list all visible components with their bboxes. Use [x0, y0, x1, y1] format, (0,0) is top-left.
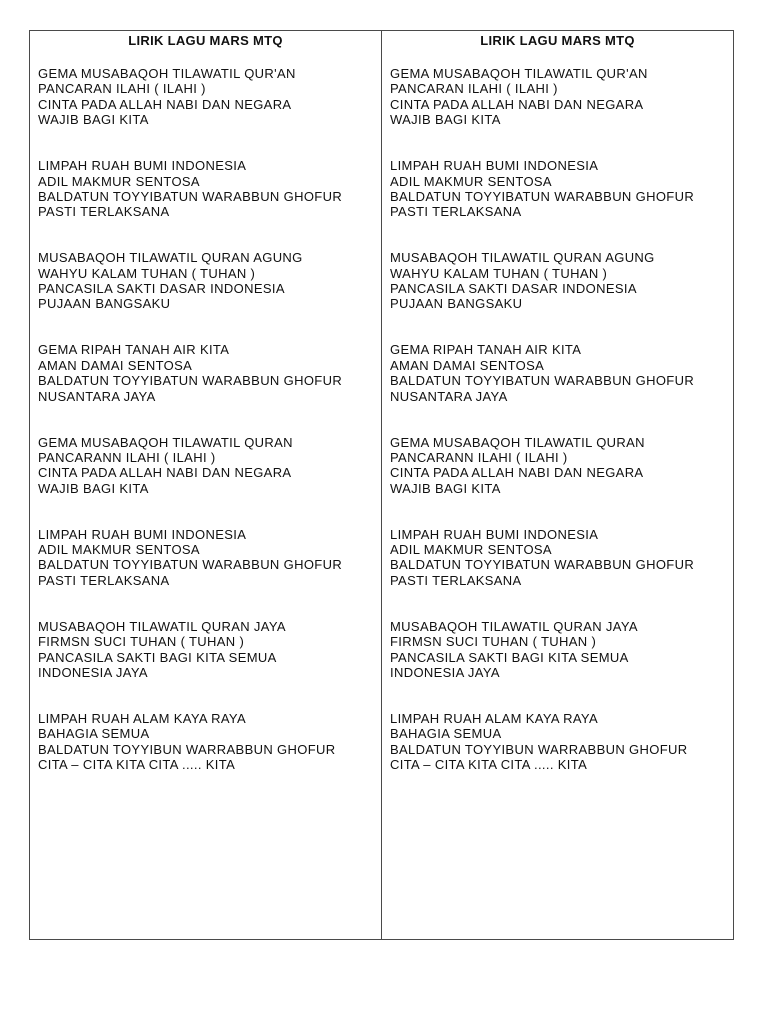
lyric-line: BALDATUN TOYYIBUN WARRABBUN GHOFUR — [38, 741, 336, 757]
lyric-line: GEMA MUSABAQOH TILAWATIL QUR'AN — [38, 66, 296, 81]
lyric-line: LIMPAH RUAH ALAM KAYA RAYA — [390, 710, 599, 726]
lyric-line: BALDATUN TOYYIBATUN WARABBUN GHOFUR — [38, 557, 343, 573]
lyric-line: PASTI TERLAKSANA — [38, 204, 170, 220]
lyric-line: GEMA MUSABAQOH TILAWATIL QUR'AN — [390, 66, 648, 81]
lyric-stanza — [390, 66, 725, 128]
lyric-stanza — [38, 342, 373, 404]
lyric-stanza — [390, 711, 725, 773]
lyric-line: CINTA PADA ALLAH NABI DAN NEGARA — [38, 96, 292, 112]
lyric-stanza — [390, 158, 725, 220]
lyric-line: PASTI TERLAKSANA — [390, 204, 522, 220]
lyric-line: WAJIB BAGI KITA — [390, 480, 501, 496]
lyric-stanza — [38, 66, 373, 128]
lyric-stanza — [390, 342, 725, 404]
lyric-stanza — [38, 619, 373, 681]
lyric-line: BALDATUN TOYYIBATUN WARABBUN GHOFUR — [390, 557, 695, 573]
lyric-line: MUSABAQOH TILAWATIL QURAN JAYA — [390, 618, 638, 634]
lyric-line: MUSABAQOH TILAWATIL QURAN JAYA — [38, 618, 286, 634]
lyric-line: LIMPAH RUAH BUMI INDONESIA — [38, 526, 247, 542]
lyric-line: PANCASILA SAKTI DASAR INDONESIA — [38, 281, 285, 297]
lyric-line: FIRMSN SUCI TUHAN ( TUHAN ) — [390, 634, 597, 650]
lyric-line: BAHAGIA SEMUA — [38, 726, 150, 742]
lyric-line: LIMPAH RUAH BUMI INDONESIA — [390, 158, 599, 174]
lyrics-column-left — [30, 31, 381, 939]
stanza-list — [390, 66, 725, 773]
lyric-line: PANCARAN ILAHI ( ILAHI ) — [38, 81, 206, 97]
lyric-line: WAJIB BAGI KITA — [38, 112, 149, 128]
lyric-line: WAHYU KALAM TUHAN ( TUHAN ) — [38, 265, 256, 281]
lyric-stanza — [38, 711, 373, 773]
lyric-line: AMAN DAMAI SENTOSA — [390, 357, 545, 373]
lyric-line: PASTI TERLAKSANA — [390, 572, 522, 588]
lyric-line: CITA – CITA KITA CITA ..... KITA — [38, 757, 236, 773]
lyric-line: CINTA PADA ALLAH NABI DAN NEGARA — [390, 465, 644, 481]
lyric-line: INDONESIA JAYA — [390, 664, 500, 680]
lyric-line: MUSABAQOH TILAWATIL QURAN AGUNG — [38, 250, 303, 266]
lyric-line: BALDATUN TOYYIBATUN WARABBUN GHOFUR — [390, 188, 695, 204]
lyric-line: FIRMSN SUCI TUHAN ( TUHAN ) — [38, 634, 245, 650]
lyric-line: GEMA RIPAH TANAH AIR KITA — [38, 342, 230, 358]
lyric-line: WAHYU KALAM TUHAN ( TUHAN ) — [390, 265, 608, 281]
lyric-stanza — [38, 527, 373, 589]
lyric-line: GEMA RIPAH TANAH AIR KITA — [390, 342, 582, 358]
column-title: LIRIK LAGU MARS MTQ — [480, 33, 635, 48]
lyric-line: CINTA PADA ALLAH NABI DAN NEGARA — [38, 465, 292, 481]
lyric-line: BALDATUN TOYYIBUN WARRABBUN GHOFUR — [390, 741, 688, 757]
lyric-stanza — [38, 250, 373, 312]
lyric-line: BALDATUN TOYYIBATUN WARABBUN GHOFUR — [38, 373, 343, 389]
lyrics-table — [29, 30, 734, 940]
lyric-line: PUJAAN BANGSAKU — [390, 296, 523, 312]
lyric-line: ADIL MAKMUR SENTOSA — [390, 542, 552, 558]
lyric-stanza — [390, 250, 725, 312]
lyric-line: PANCARANN ILAHI ( ILAHI ) — [38, 449, 216, 465]
lyric-line: MUSABAQOH TILAWATIL QURAN AGUNG — [390, 250, 655, 266]
lyric-line: BAHAGIA SEMUA — [390, 726, 502, 742]
lyric-line: ADIL MAKMUR SENTOSA — [38, 173, 200, 189]
lyric-line: BALDATUN TOYYIBATUN WARABBUN GHOFUR — [390, 373, 695, 389]
lyric-line: AMAN DAMAI SENTOSA — [38, 357, 193, 373]
lyric-line: GEMA MUSABAQOH TILAWATIL QURAN — [38, 434, 293, 450]
lyric-stanza — [390, 435, 725, 497]
lyric-line: BALDATUN TOYYIBATUN WARABBUN GHOFUR — [38, 188, 343, 204]
lyric-line: LIMPAH RUAH ALAM KAYA RAYA — [38, 710, 247, 726]
lyric-line: LIMPAH RUAH BUMI INDONESIA — [390, 526, 599, 542]
lyric-stanza — [38, 435, 373, 497]
lyric-line: PANCASILA SAKTI BAGI KITA SEMUA — [38, 649, 277, 665]
lyric-line: NUSANTARA JAYA — [38, 388, 156, 404]
lyric-line: PASTI TERLAKSANA — [38, 572, 170, 588]
lyric-stanza — [38, 158, 373, 220]
lyric-line: LIMPAH RUAH BUMI INDONESIA — [38, 158, 247, 174]
lyric-line: CINTA PADA ALLAH NABI DAN NEGARA — [390, 96, 644, 112]
lyric-line: ADIL MAKMUR SENTOSA — [390, 173, 552, 189]
lyrics-column-right — [381, 31, 733, 939]
lyric-stanza — [390, 527, 725, 589]
lyric-line: CITA – CITA KITA CITA ..... KITA — [390, 757, 588, 773]
lyric-line: WAJIB BAGI KITA — [38, 480, 149, 496]
lyric-line: PANCASILA SAKTI DASAR INDONESIA — [390, 281, 637, 297]
lyric-line: WAJIB BAGI KITA — [390, 112, 501, 128]
lyric-line: GEMA MUSABAQOH TILAWATIL QURAN — [390, 434, 645, 450]
lyric-line: PANCASILA SAKTI BAGI KITA SEMUA — [390, 649, 629, 665]
lyric-line: PANCARANN ILAHI ( ILAHI ) — [390, 449, 568, 465]
stanza-list — [38, 66, 373, 773]
lyric-line: PUJAAN BANGSAKU — [38, 296, 171, 312]
column-title: LIRIK LAGU MARS MTQ — [128, 33, 283, 48]
lyric-line: PANCARAN ILAHI ( ILAHI ) — [390, 81, 558, 97]
lyric-stanza — [390, 619, 725, 681]
lyric-line: NUSANTARA JAYA — [390, 388, 508, 404]
lyric-line: INDONESIA JAYA — [38, 664, 148, 680]
lyric-line: ADIL MAKMUR SENTOSA — [38, 542, 200, 558]
